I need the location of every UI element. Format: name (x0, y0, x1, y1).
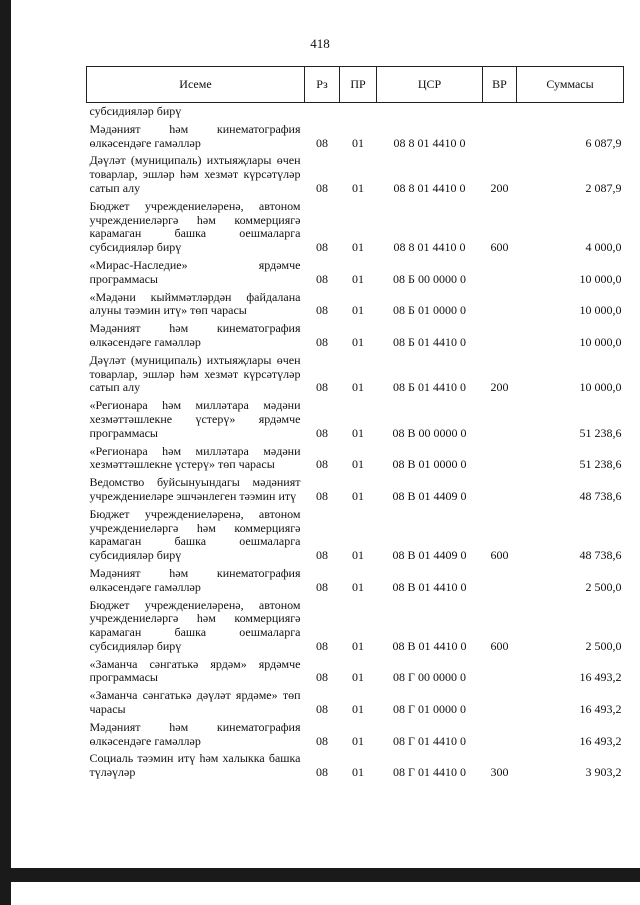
header-vr: ВР (483, 67, 517, 103)
row-pr: 01 (352, 548, 364, 563)
header-rz: Рз (305, 67, 340, 103)
row-vr (483, 656, 517, 688)
row-csr: 08 В 01 4410 0 (392, 579, 467, 594)
row-sum: 51 238,6 (579, 457, 622, 472)
table-row (87, 103, 624, 121)
row-csr (377, 103, 483, 121)
row-rz: 08 (316, 457, 328, 472)
table-row (87, 565, 624, 597)
table-body (87, 103, 624, 783)
table-row (87, 289, 624, 321)
row-pr: 01 (352, 303, 364, 318)
header-name: Исеме (87, 67, 305, 103)
row-sum: 10 000,0 (579, 380, 622, 395)
row-pr: 01 (352, 488, 364, 503)
row-name: Социаль тәэмин итү һәм халыкка башка түләүләр (89, 751, 301, 780)
row-vr (483, 320, 517, 352)
row-rz (305, 103, 340, 121)
row-pr: 01 (352, 638, 364, 653)
row-name: Мәдәният һәм кинематография өлкәсендәге гамәлләр (89, 121, 301, 150)
row-rz: 08 (316, 548, 328, 563)
row-sum: 51 238,6 (579, 425, 622, 440)
table-row (87, 687, 624, 719)
row-vr (483, 103, 517, 121)
row-vr: 200 (490, 180, 509, 195)
row-name: «Регионара һәм милләтара мәдәни хезмәттәшлекне үстерү» төп чарасы (89, 443, 301, 472)
row-rz: 08 (316, 702, 328, 717)
page-number: 418 (310, 36, 330, 51)
row-name: Мәдәният һәм кинематография өлкәсендәге гамәлләр (89, 565, 301, 594)
row-pr: 01 (352, 380, 364, 395)
row-rz: 08 (316, 733, 328, 748)
row-rz: 08 (316, 303, 328, 318)
row-csr: 08 Г 01 4410 0 (393, 765, 466, 780)
row-sum: 16 493,2 (579, 670, 622, 685)
row-pr: 01 (352, 765, 364, 780)
row-vr: 300 (490, 765, 509, 780)
row-sum: 2 500,0 (585, 638, 622, 653)
row-pr: 01 (352, 702, 364, 717)
row-pr: 01 (352, 180, 364, 195)
row-name: Ведомство буйсынуындагы мәдәният учреждениеләре эшчәнлеген тәэмин итү (89, 475, 301, 503)
row-csr: 08 8 01 4410 0 (393, 180, 466, 195)
row-sum: 2 500,0 (585, 579, 622, 594)
row-pr: 01 (352, 425, 364, 440)
row-pr: 01 (352, 733, 364, 748)
row-rz: 08 (316, 180, 328, 195)
row-name: Дәүләт (муниципаль) ихтыяҗлары өчен товарлар, эшләр һәм хезмәт күрсәтүләр сатып алу (89, 352, 301, 395)
row-vr (483, 565, 517, 597)
table-row (87, 257, 624, 289)
header-pr: ПР (340, 67, 377, 103)
row-name: «Заманча сәнгатькә дәүләт ярдәме» төп чарасы (89, 688, 301, 717)
row-vr (483, 289, 517, 321)
row-vr: 600 (490, 548, 509, 563)
row-name: «Регионара һәм милләтара мәдәни хезмәттәшлекне үстерү» ярдәмче программасы (89, 398, 301, 440)
scan-bottom-border (0, 868, 640, 882)
table-row (87, 597, 624, 656)
row-rz: 08 (316, 579, 328, 594)
row-csr: 08 Г 01 4410 0 (393, 733, 466, 748)
row-csr: 08 Б 00 0000 0 (393, 271, 466, 286)
row-pr: 01 (352, 271, 364, 286)
table-row (87, 750, 624, 782)
row-csr: 08 Г 00 0000 0 (393, 670, 466, 685)
table-row (87, 506, 624, 565)
scan-left-border (0, 0, 11, 905)
row-sum: 4 000,0 (585, 240, 622, 255)
row-rz: 08 (316, 271, 328, 286)
row-name: субсидияләр бирү (89, 104, 182, 118)
row-sum: 16 493,2 (579, 733, 622, 748)
row-rz: 08 (316, 425, 328, 440)
row-sum: 10 000,0 (579, 271, 622, 286)
table-row (87, 443, 624, 475)
table-header-row (87, 67, 624, 103)
row-sum: 2 087,9 (585, 180, 622, 195)
row-pr: 01 (352, 457, 364, 472)
row-rz: 08 (316, 240, 328, 255)
row-rz: 08 (316, 488, 328, 503)
budget-table (86, 66, 624, 782)
row-vr (483, 474, 517, 506)
table-row (87, 152, 624, 197)
row-sum: 10 000,0 (579, 334, 622, 349)
row-pr: 01 (352, 670, 364, 685)
table-row (87, 198, 624, 257)
table-row (87, 121, 624, 153)
row-name: Бюджет учреждениеләренә, автоном учреждениеләргә һәм коммерциягә карамаган башка оешмаларга субсидияләр бирү (89, 198, 301, 255)
header-sum: Суммасы (517, 67, 624, 103)
row-name: Мәдәният һәм кинематография өлкәсендәге гамәлләр (89, 321, 301, 349)
table-row (87, 352, 624, 397)
row-vr: 200 (490, 380, 509, 395)
row-csr: 08 Б 01 4410 0 (393, 334, 466, 349)
row-sum: 6 087,9 (585, 135, 622, 150)
row-pr: 01 (352, 579, 364, 594)
row-rz: 08 (316, 670, 328, 685)
table-row (87, 719, 624, 751)
row-pr: 01 (352, 135, 364, 150)
row-vr: 600 (490, 638, 509, 653)
row-name: «Заманча сәнгатькә ярдәм» ярдәмче программасы (89, 656, 301, 685)
row-name: «Мәдәни кыйммәтләрдән файдалана алуны тәэмин итү» төп чарасы (89, 289, 301, 318)
row-rz: 08 (316, 334, 328, 349)
row-sum: 10 000,0 (579, 303, 622, 318)
row-rz: 08 (316, 638, 328, 653)
table-row (87, 656, 624, 688)
row-csr: 08 В 01 0000 0 (392, 457, 467, 472)
budget-table-container (86, 66, 623, 782)
row-name: «Мирас-Наследие» ярдәмче программасы (89, 257, 301, 286)
row-csr: 08 В 00 0000 0 (392, 425, 467, 440)
row-vr (483, 719, 517, 751)
row-vr: 600 (490, 240, 509, 255)
row-name: Бюджет учреждениеләренә, автоном учреждениеләргә һәм коммерциягә карамаган башка оешмаларга субсидияләр бирү (89, 597, 301, 653)
table-row (87, 474, 624, 506)
row-csr: 08 Г 01 0000 0 (393, 702, 466, 717)
row-csr: 08 В 01 4409 0 (392, 488, 467, 503)
row-csr: 08 8 01 4410 0 (393, 240, 466, 255)
row-sum: 16 493,2 (579, 702, 622, 717)
row-csr: 08 Б 01 4410 0 (393, 380, 466, 395)
row-vr (483, 443, 517, 475)
row-vr (483, 687, 517, 719)
row-vr (483, 397, 517, 442)
row-name: Бюджет учреждениеләренә, автоном учреждениеләргә һәм коммерциягә карамаган башка оешмаларга субсидияләр бирү (89, 506, 301, 563)
header-csr: ЦСР (377, 67, 483, 103)
row-sum (517, 103, 624, 121)
row-sum: 48 738,6 (579, 488, 622, 503)
row-csr: 08 Б 01 0000 0 (393, 303, 466, 318)
row-csr: 08 В 01 4409 0 (392, 548, 467, 563)
row-csr: 08 В 01 4410 0 (392, 638, 467, 653)
row-sum: 3 903,2 (585, 765, 622, 780)
row-pr (340, 103, 377, 121)
row-rz: 08 (316, 765, 328, 780)
table-row (87, 320, 624, 352)
row-rz: 08 (316, 380, 328, 395)
row-name: Дәүләт (муниципаль) ихтыяҗлары өчен товарлар, эшләр һәм хезмәт күрсәтүләр сатып алу (89, 153, 301, 195)
row-sum: 48 738,6 (579, 548, 622, 563)
row-name: Мәдәният һәм кинематография өлкәсендәге гамәлләр (89, 719, 301, 748)
table-row (87, 397, 624, 442)
row-vr (483, 257, 517, 289)
row-csr: 08 8 01 4410 0 (393, 135, 466, 150)
row-pr: 01 (352, 334, 364, 349)
row-vr (483, 121, 517, 153)
row-pr: 01 (352, 240, 364, 255)
row-rz: 08 (316, 135, 328, 150)
